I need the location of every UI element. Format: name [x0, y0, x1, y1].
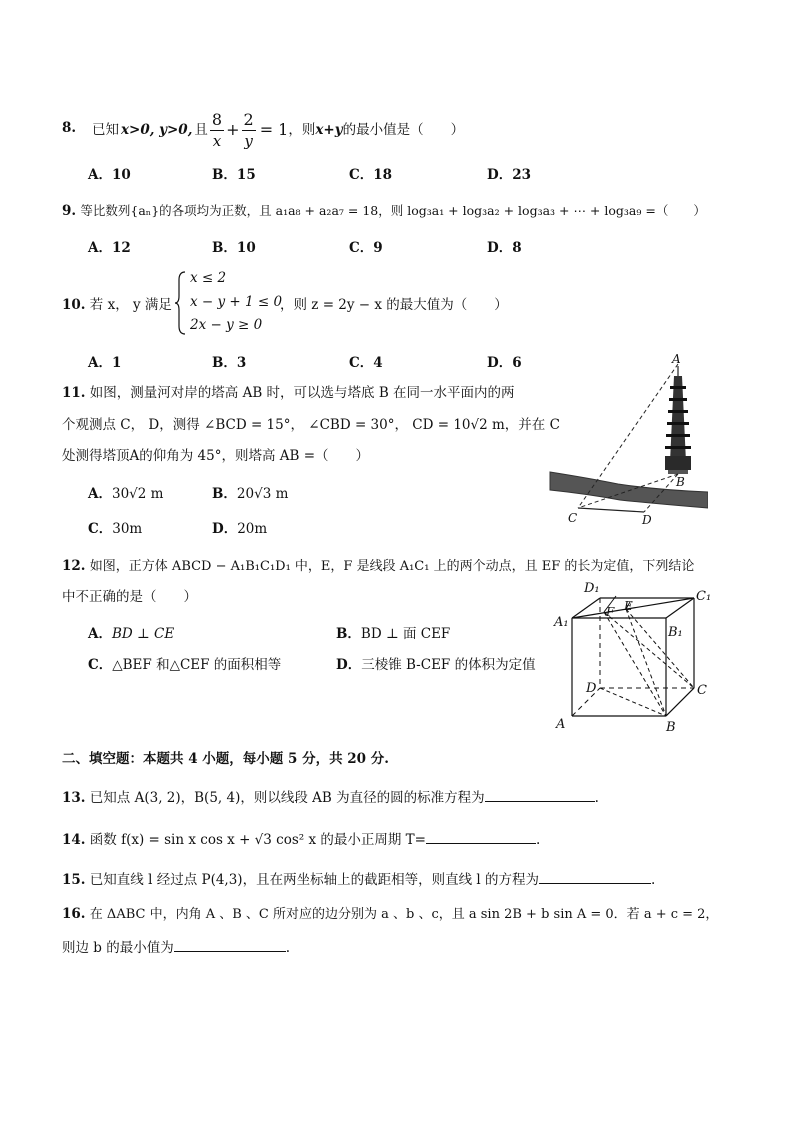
q15 — [62, 869, 655, 889]
q14-text: 函数 f(x) = sin x cos x + √3 cos² x 的最小正周期 T= — [89, 832, 426, 848]
q11-option-b: B．20√3 m — [212, 486, 289, 502]
q12-label-f: F — [606, 605, 615, 619]
q8-text-a: 已知 — [92, 122, 119, 138]
q12-option-d: D．三棱锥 B-CEF 的体积为定值 — [336, 657, 536, 673]
q12-line-2: 中不正确的是（ ） — [62, 589, 197, 605]
q13-answer-blank[interactable] — [485, 787, 595, 802]
q13-num: 13. — [62, 790, 86, 806]
q9-option-b: B．10 — [212, 240, 256, 256]
q8-text-d: 的最小值是（ ） — [342, 122, 465, 138]
q12-num: 12. — [62, 558, 86, 574]
q11-label-b: B — [676, 475, 685, 489]
q12-label-a: A — [556, 717, 566, 732]
q12-label-c: C — [697, 683, 707, 698]
q8-text-b: 且 — [194, 122, 208, 138]
q14-end: . — [536, 832, 541, 848]
q8-frac-1 — [210, 110, 224, 151]
q8-cond: x>0, y>0, — [121, 122, 193, 138]
q15-text: 已知直线 l 经过点 P(4,3)，且在两坐标轴上的截距相等，则直线 l 的方程为 — [89, 872, 539, 888]
q11-option-c: C．30m — [88, 521, 143, 537]
q12-label-d1: D₁ — [584, 581, 600, 596]
q8-option-d: D．23 — [487, 167, 532, 183]
q15-end: . — [650, 872, 656, 888]
q9-option-c: C．9 — [349, 240, 383, 256]
q11-num: 11. — [62, 385, 86, 401]
q8-num: 8. — [62, 120, 77, 136]
q12-line-1 — [62, 557, 694, 576]
q14-answer-blank[interactable] — [426, 829, 536, 844]
q15-num: 15. — [62, 872, 86, 888]
q10-option-b: B．3 — [212, 355, 247, 371]
q13-text: 已知点 A(3, 2)，B(5, 4)，则以线段 AB 为直径的圆的标准方程为 — [89, 790, 485, 806]
q16-line-2 — [62, 937, 290, 957]
q9-num: 9. — [62, 203, 77, 219]
q10-lead — [62, 296, 172, 314]
q12-label-b1: B₁ — [668, 625, 683, 640]
q10-num: 10. — [62, 297, 86, 313]
q8-text-c: ，则 — [288, 122, 316, 138]
q11-label-d: D — [642, 513, 652, 527]
q10-sys-1: x ≤ 2 — [190, 270, 227, 286]
q10-sys-3: 2x − y ≥ 0 — [190, 317, 263, 333]
q16-line2-text: 则边 b 的最小值为 — [62, 940, 174, 956]
q11-label-c: C — [568, 511, 578, 525]
q12-option-c: C．△BEF 和△CEF 的面积相等 — [88, 657, 282, 673]
q8-option-a: A．10 — [88, 167, 131, 183]
q11-line-3: 处测得塔顶A的仰角为 45°，则塔高 AB =（ ） — [62, 448, 370, 464]
q12-label-c1: C₁ — [696, 589, 712, 604]
q16-end: . — [285, 940, 291, 956]
q11-line1-text: 如图，测量河对岸的塔高 AB 时，可以选与塔底 B 在同一水平面内的两 — [89, 385, 515, 401]
q9-text: 等比数列{aₙ}的各项均为正数，且 a₁a₈ + a₂a₇ = 18，则 log₃a₁ + log₃a₂ + log₃a₃ + ⋯ + log₃a₉ =（ ） — [80, 203, 706, 218]
q8-plus: + — [226, 120, 240, 139]
q12-label-a1: A₁ — [554, 615, 569, 630]
q11-option-a: A．30√2 m — [88, 486, 164, 502]
q12-label-b: B — [666, 720, 676, 735]
q12-label-e: E — [624, 599, 633, 613]
q16-num: 16. — [62, 906, 86, 922]
tower-icon — [665, 366, 691, 474]
q13 — [62, 787, 599, 807]
q10-option-c: C．4 — [349, 355, 383, 371]
q8-option-b: B．15 — [212, 167, 256, 183]
q15-answer-blank[interactable] — [539, 869, 651, 884]
q8-frac1-num: 8 — [211, 109, 223, 129]
q12-option-b: B．BD ⊥ 面 CEF — [336, 626, 451, 642]
q8-eq: = 1 — [259, 120, 289, 139]
q8-frac2-den: y — [244, 131, 253, 150]
q9-option-a: A．12 — [88, 240, 131, 256]
q8-frac-2 — [242, 110, 256, 151]
q9-stem — [62, 202, 706, 220]
q12-line1-text: 如图，正方体 ABCD − A₁B₁C₁D₁ 中，E，F 是线段 A₁C₁ 上的两个动点，且 EF 的长为定值，下列结论 — [89, 559, 695, 574]
q16-line1-text: 在 ΔABC 中，内角 A 、B 、C 所对应的边分别为 a 、b 、c，且 a sin 2B + b sin A = 0．若 a + c = 2， — [89, 907, 719, 922]
q10-option-a: A．1 — [88, 355, 122, 371]
q10-text-b: ，则 z = 2y − x 的最大值为（ ） — [280, 297, 508, 313]
q10-text-a: 若 x， y 满足 — [89, 297, 172, 313]
q10-brace — [175, 270, 187, 336]
q11-line-2: 个观测点 C， D，测得 ∠BCD = 15°， ∠CBD = 30°， CD = 10√2 m，并在 C — [62, 417, 560, 433]
q11-figure — [548, 352, 708, 530]
q12-figure — [548, 580, 718, 738]
q12-option-a: A．BD ⊥ CE — [88, 626, 175, 642]
q10-option-d: D．6 — [487, 355, 522, 371]
q8-stem — [92, 110, 464, 150]
q12-label-d: D — [586, 681, 597, 696]
q11-label-a: A — [672, 352, 681, 366]
q11-option-d: D．20m — [212, 521, 268, 537]
q8-option-c: C．18 — [349, 167, 393, 183]
q8-target: x+y — [315, 122, 343, 138]
q8-frac2-num: 2 — [243, 109, 254, 129]
q10-sys-2: x − y + 1 ≤ 0 — [190, 294, 283, 310]
q16-answer-blank[interactable] — [174, 937, 286, 952]
section-2-heading: 二、填空题：本题共 4 小题，每小题 5 分，共 20 分. — [62, 751, 389, 767]
q14-num: 14. — [62, 832, 86, 848]
q9-option-d: D．8 — [487, 240, 522, 256]
q13-end: . — [594, 790, 599, 806]
q8-frac1-den: x — [212, 131, 222, 150]
q16-line-1 — [62, 905, 718, 924]
q11-line-1 — [62, 384, 515, 402]
q14 — [62, 829, 540, 849]
